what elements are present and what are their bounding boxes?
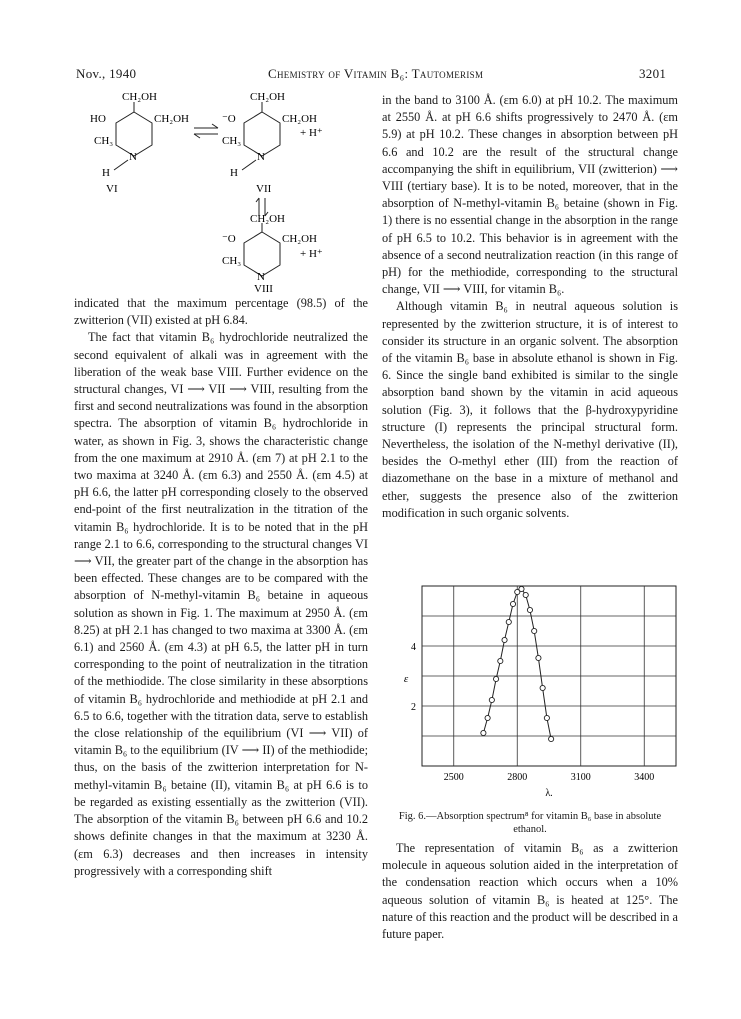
data-point bbox=[506, 619, 511, 624]
right-column bbox=[382, 92, 678, 522]
running-header-date: Nov., 1940 bbox=[76, 66, 137, 81]
vii-n: N bbox=[257, 151, 265, 163]
data-point bbox=[536, 655, 541, 660]
data-point bbox=[544, 715, 549, 720]
data-point bbox=[527, 607, 532, 612]
tautomerism-structures bbox=[72, 92, 372, 292]
data-point bbox=[498, 658, 503, 663]
vi-ch2oh-right: CH₂OH bbox=[154, 113, 190, 125]
y-axis-label: ε bbox=[403, 673, 409, 685]
data-point bbox=[481, 730, 486, 735]
viii-plus-h: + H⁺ bbox=[300, 248, 323, 260]
vii-ch2oh-right: CH₂OH bbox=[282, 113, 318, 125]
vi-h: H bbox=[102, 167, 110, 179]
right-column-continued bbox=[382, 840, 678, 943]
vii-plus-h: + H⁺ bbox=[300, 127, 323, 139]
tick-labels bbox=[411, 642, 654, 783]
data-point bbox=[510, 601, 515, 606]
vi-ch2oh-top: CH₂OH bbox=[122, 92, 158, 103]
y-tick-label: 2 bbox=[411, 702, 416, 713]
data-point bbox=[502, 637, 507, 642]
vi-n: N bbox=[129, 151, 137, 163]
vii-label: VII bbox=[256, 183, 272, 195]
figure-6-absorption-chart bbox=[390, 578, 690, 808]
x-tick-label: 3100 bbox=[570, 772, 591, 783]
viii-n: N bbox=[257, 271, 265, 283]
viii-label: VIII bbox=[254, 283, 273, 292]
left-column bbox=[74, 295, 368, 880]
x-axis-label: λ. bbox=[545, 788, 553, 799]
viii-o-minus: ⁻O bbox=[222, 233, 236, 245]
data-point bbox=[485, 715, 490, 720]
left-paragraph-2: The fact that vitamin B₆ hydrochloride neutralized the second equivalent of alkali was in agreement with the liberation of the weak base VIII. Further evidence on the structural changes, VI ⟶ VII ⟶ VIII, resulting from the first and second neutralizations was found in the absorption spectra. The absorption of vitamin B₆ hydrochloride in water, as shown in Fig. 3, shows the characteristic change from the one maximum at 2910 Å. (εm 7) at pH 2.1 to the two maxima at 3240 Å. (εm 6.3) and 2550 Å. (εm 4.5) at pH 6.6, the latter pH corresponding closely to the observed end-point of the first neutralization in the titration of the vitamin B₆ hydrochloride. It is to be noted that in the pH range 2.1 to 6.6, corresponding to the structural changes VI ⟶ VII, the greater part of the change in the absorption has been effected. These changes are to be compared with the absorption of N-methyl-vitamin B₆ betaine in aqueous solution as shown in Fig. 1. The maximum at 2950 Å. (εm 8.25) at pH 2.1 has changed to two maxima at 3300 Å. (εm 6.1) and 2560 Å. (εm 4.3) at pH 6.5, the latter pH in turn corresponding to the point of neutralization in the titration of the methiodide. The close similarity in these absorptions of vitamin B₆ hydrochloride and methiodide at pH 2.1 and 6.5 to 6.6, together with the titration data, serve to establish the close relationship of the equilibrium (VI ⟶ VII) of vitamin B₆ to the equilibrium (IV ⟶ II) of the methiodide; thus, on the basis of the zwitterion interpretation for N-methyl-vitamin B₆ betaine (II), vitamin B₆ at pH 6.6 is to be regarded as existing essentially as the zwitterion (VII). The absorption of the vitamin B₆ between pH 6.6 and 10.2 shows definite changes in that the maximum at 3230 Å. (εm 6.3) decreases and then increases in intensity progressively with a corresponding shift bbox=[74, 330, 368, 878]
data-point bbox=[549, 736, 554, 741]
figure-caption: Fig. 6.—Absorption spectrum⁸ for vitamin B₆ base in absolute ethanol. bbox=[398, 811, 662, 835]
equilibrium-arrow-vi-vii bbox=[194, 124, 218, 138]
data-point bbox=[519, 586, 524, 591]
data-point bbox=[493, 676, 498, 681]
viii-ch2oh-top: CH₂OH bbox=[250, 213, 286, 225]
y-tick-label: 4 bbox=[411, 642, 416, 653]
vii-h: H bbox=[230, 167, 238, 179]
data-point bbox=[523, 592, 528, 597]
structure-vi bbox=[90, 92, 189, 195]
vi-ho: HO bbox=[90, 113, 106, 125]
x-tick-label: 3400 bbox=[634, 772, 655, 783]
vii-o-minus: ⁻O bbox=[222, 113, 236, 125]
viii-ch2oh-right: CH₂OH bbox=[282, 233, 318, 245]
structure-vii bbox=[222, 92, 323, 195]
right-paragraph-2: Although vitamin B₆ in neutral aqueous solution is represented by the zwitterion structure, it is of interest to consider its structure in an organic solvent. The absorption of the vitamin B₆ base in absolute ethanol is shown in Fig. 6. Since the single band exhibited is similar to the single absorption band shown by the vitamin in acid aqueous solution (Fig. 3), it follows that the β-hydroxypyridine structure (I) represents the principal structural form. Nevertheless, the isolation of the N-methyl derivative (II), besides the O-methyl ether (III) from the reaction of diazomethane on the base in a mixture of methanol and ether, suggests the presence also of the zwitterion modification in such organic solvents. bbox=[382, 299, 678, 520]
vi-ch3: CH₃ bbox=[94, 135, 114, 147]
vi-label: VI bbox=[106, 183, 118, 195]
page-number: 3201 bbox=[639, 66, 667, 81]
left-paragraph-1: indicated that the maximum percentage (98.5) of the zwitterion (VII) existed at pH 6.84. bbox=[74, 296, 368, 328]
running-header-title: Chemistry of Vitamin B₆: Tautomerism bbox=[268, 66, 484, 81]
viii-ch3: CH₃ bbox=[222, 255, 242, 267]
data-point bbox=[489, 697, 494, 702]
vii-ch3: CH₃ bbox=[222, 135, 242, 147]
data-point bbox=[532, 628, 537, 633]
right-paragraph-1: in the band to 3100 Å. (εm 6.0) at pH 10.2. The maximum at 2550 Å. at pH 6.6 shifts progressively to 2470 Å. (εm 5.9) at pH 10.2. These changes in absorption between pH 6.6 and 10.2 are the result of the structural change accompanying the shift in equilibrium, VII (zwitterion) ⟶ VIII (tertiary base). It is to be noted, moreover, that in the absorption of N-methyl-vitamin B₆ betaine (shown in Fig. 1) there is no essential change in the absorption in the range of pH 6.5 to 10.2. This behavior is in agreement with the absence of a second neutralization reaction (in this range of pH) for the methiodide, corresponding to the structural change, VII ⟶ VIII, for vitamin B₆. bbox=[382, 93, 678, 297]
x-tick-label: 2500 bbox=[443, 772, 464, 783]
right-paragraph-3: The representation of vitamin B₆ as a zwitterion molecule in aqueous solution aided in the interpretation of the condensation reaction which occurs when a 10% aqueous solution of vitamin B₆ is heated at 125°. The nature of this reaction and the product will be described in a future paper. bbox=[382, 841, 678, 942]
data-point bbox=[540, 685, 545, 690]
vii-ch2oh-top: CH₂OH bbox=[250, 92, 286, 103]
x-tick-label: 2800 bbox=[507, 772, 528, 783]
structure-viii bbox=[222, 213, 323, 292]
